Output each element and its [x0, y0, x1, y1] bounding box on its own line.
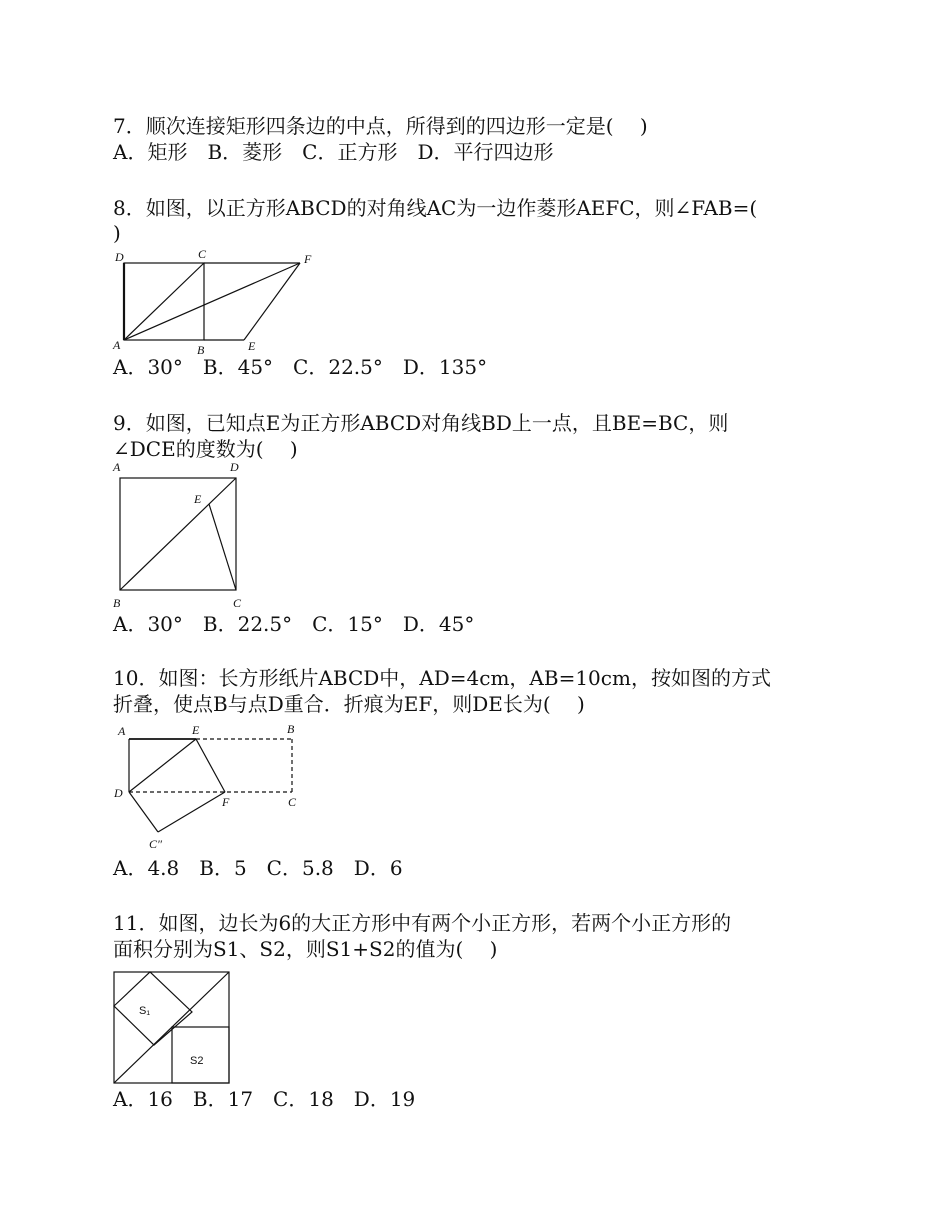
- q9-label-c: C: [233, 596, 242, 610]
- q11-label-s1: S₁: [139, 1005, 151, 1017]
- q9-label-d: D: [230, 461, 239, 474]
- q10-label-a: A: [118, 724, 126, 738]
- q11-small-square-s1: [114, 972, 192, 1045]
- q9-stem-line2: ∠DCE的度数为( ): [113, 437, 298, 461]
- q11-label-s2: S2: [190, 1055, 204, 1067]
- q10-stem-line2: 折叠，使点B与点D重合．折痕为EF，则DE长为( ): [113, 692, 585, 716]
- q11-stem-line1: 11．如图，边长为6的大正方形中有两个小正方形，若两个小正方形的: [113, 911, 732, 935]
- q10-label-c-prime: C″: [149, 837, 163, 851]
- q9-figure: [110, 461, 250, 611]
- q10-segment-de: [129, 739, 196, 792]
- q10-label-e: E: [192, 723, 200, 737]
- q9-label-e: E: [194, 492, 202, 506]
- q10-options: A．4.8 B．5 C．5.8 D．6: [113, 856, 403, 880]
- q8-stem-line1: 8．如图，以正方形ABCD的对角线AC为一边作菱形AEFC，则∠FAB=(: [113, 196, 758, 220]
- q8-label-d: D: [115, 250, 124, 264]
- q8-diagonal-ac: [124, 263, 204, 340]
- q10-stem-line1: 10．如图：长方形纸片ABCD中，AD=4cm，AB=10cm，按如图的方式: [113, 666, 771, 690]
- q10-figure: [110, 718, 310, 856]
- q9-stem-line1: 9．如图，已知点E为正方形ABCD对角线BD上一点，且BE=BC，则: [113, 411, 729, 435]
- q9-options: A．30° B．22.5° C．15° D．45°: [113, 612, 475, 636]
- q11-options: A．16 B．17 C．18 D．19: [113, 1087, 416, 1111]
- q11-stem-line2: 面积分别为S1、S2，则S1+S2的值为( ): [113, 937, 498, 961]
- q8-label-f: F: [304, 252, 312, 266]
- q10-label-b: B: [287, 722, 295, 736]
- q8-side-ef: [244, 263, 300, 340]
- q8-options: A．30° B．45° C．22.5° D．135°: [113, 355, 488, 379]
- q9-label-b: B: [113, 596, 121, 610]
- q8-stem-line2: ): [113, 221, 121, 245]
- q8-figure: [110, 246, 325, 358]
- q8-line-af: [124, 263, 300, 340]
- q10-label-c: C: [288, 795, 297, 809]
- q10-label-d: D: [114, 786, 123, 800]
- q10-segment-cd: [129, 792, 158, 832]
- q9-segment-ce: [209, 504, 236, 590]
- q11-figure: [110, 968, 235, 1088]
- q10-fold-ef: [196, 739, 225, 792]
- q10-label-f: F: [222, 795, 230, 809]
- q8-label-b: B: [197, 343, 205, 357]
- q10-segment-fc: [158, 792, 225, 832]
- q8-label-a: A: [113, 338, 121, 352]
- q7-options: A．矩形 B．菱形 C．正方形 D．平行四边形: [113, 140, 554, 164]
- q7-stem: 7．顺次连接矩形四条边的中点，所得到的四边形一定是( ): [113, 114, 648, 138]
- q8-label-e: E: [248, 339, 256, 353]
- q8-label-c: C: [198, 247, 207, 261]
- q9-label-a: A: [113, 461, 121, 474]
